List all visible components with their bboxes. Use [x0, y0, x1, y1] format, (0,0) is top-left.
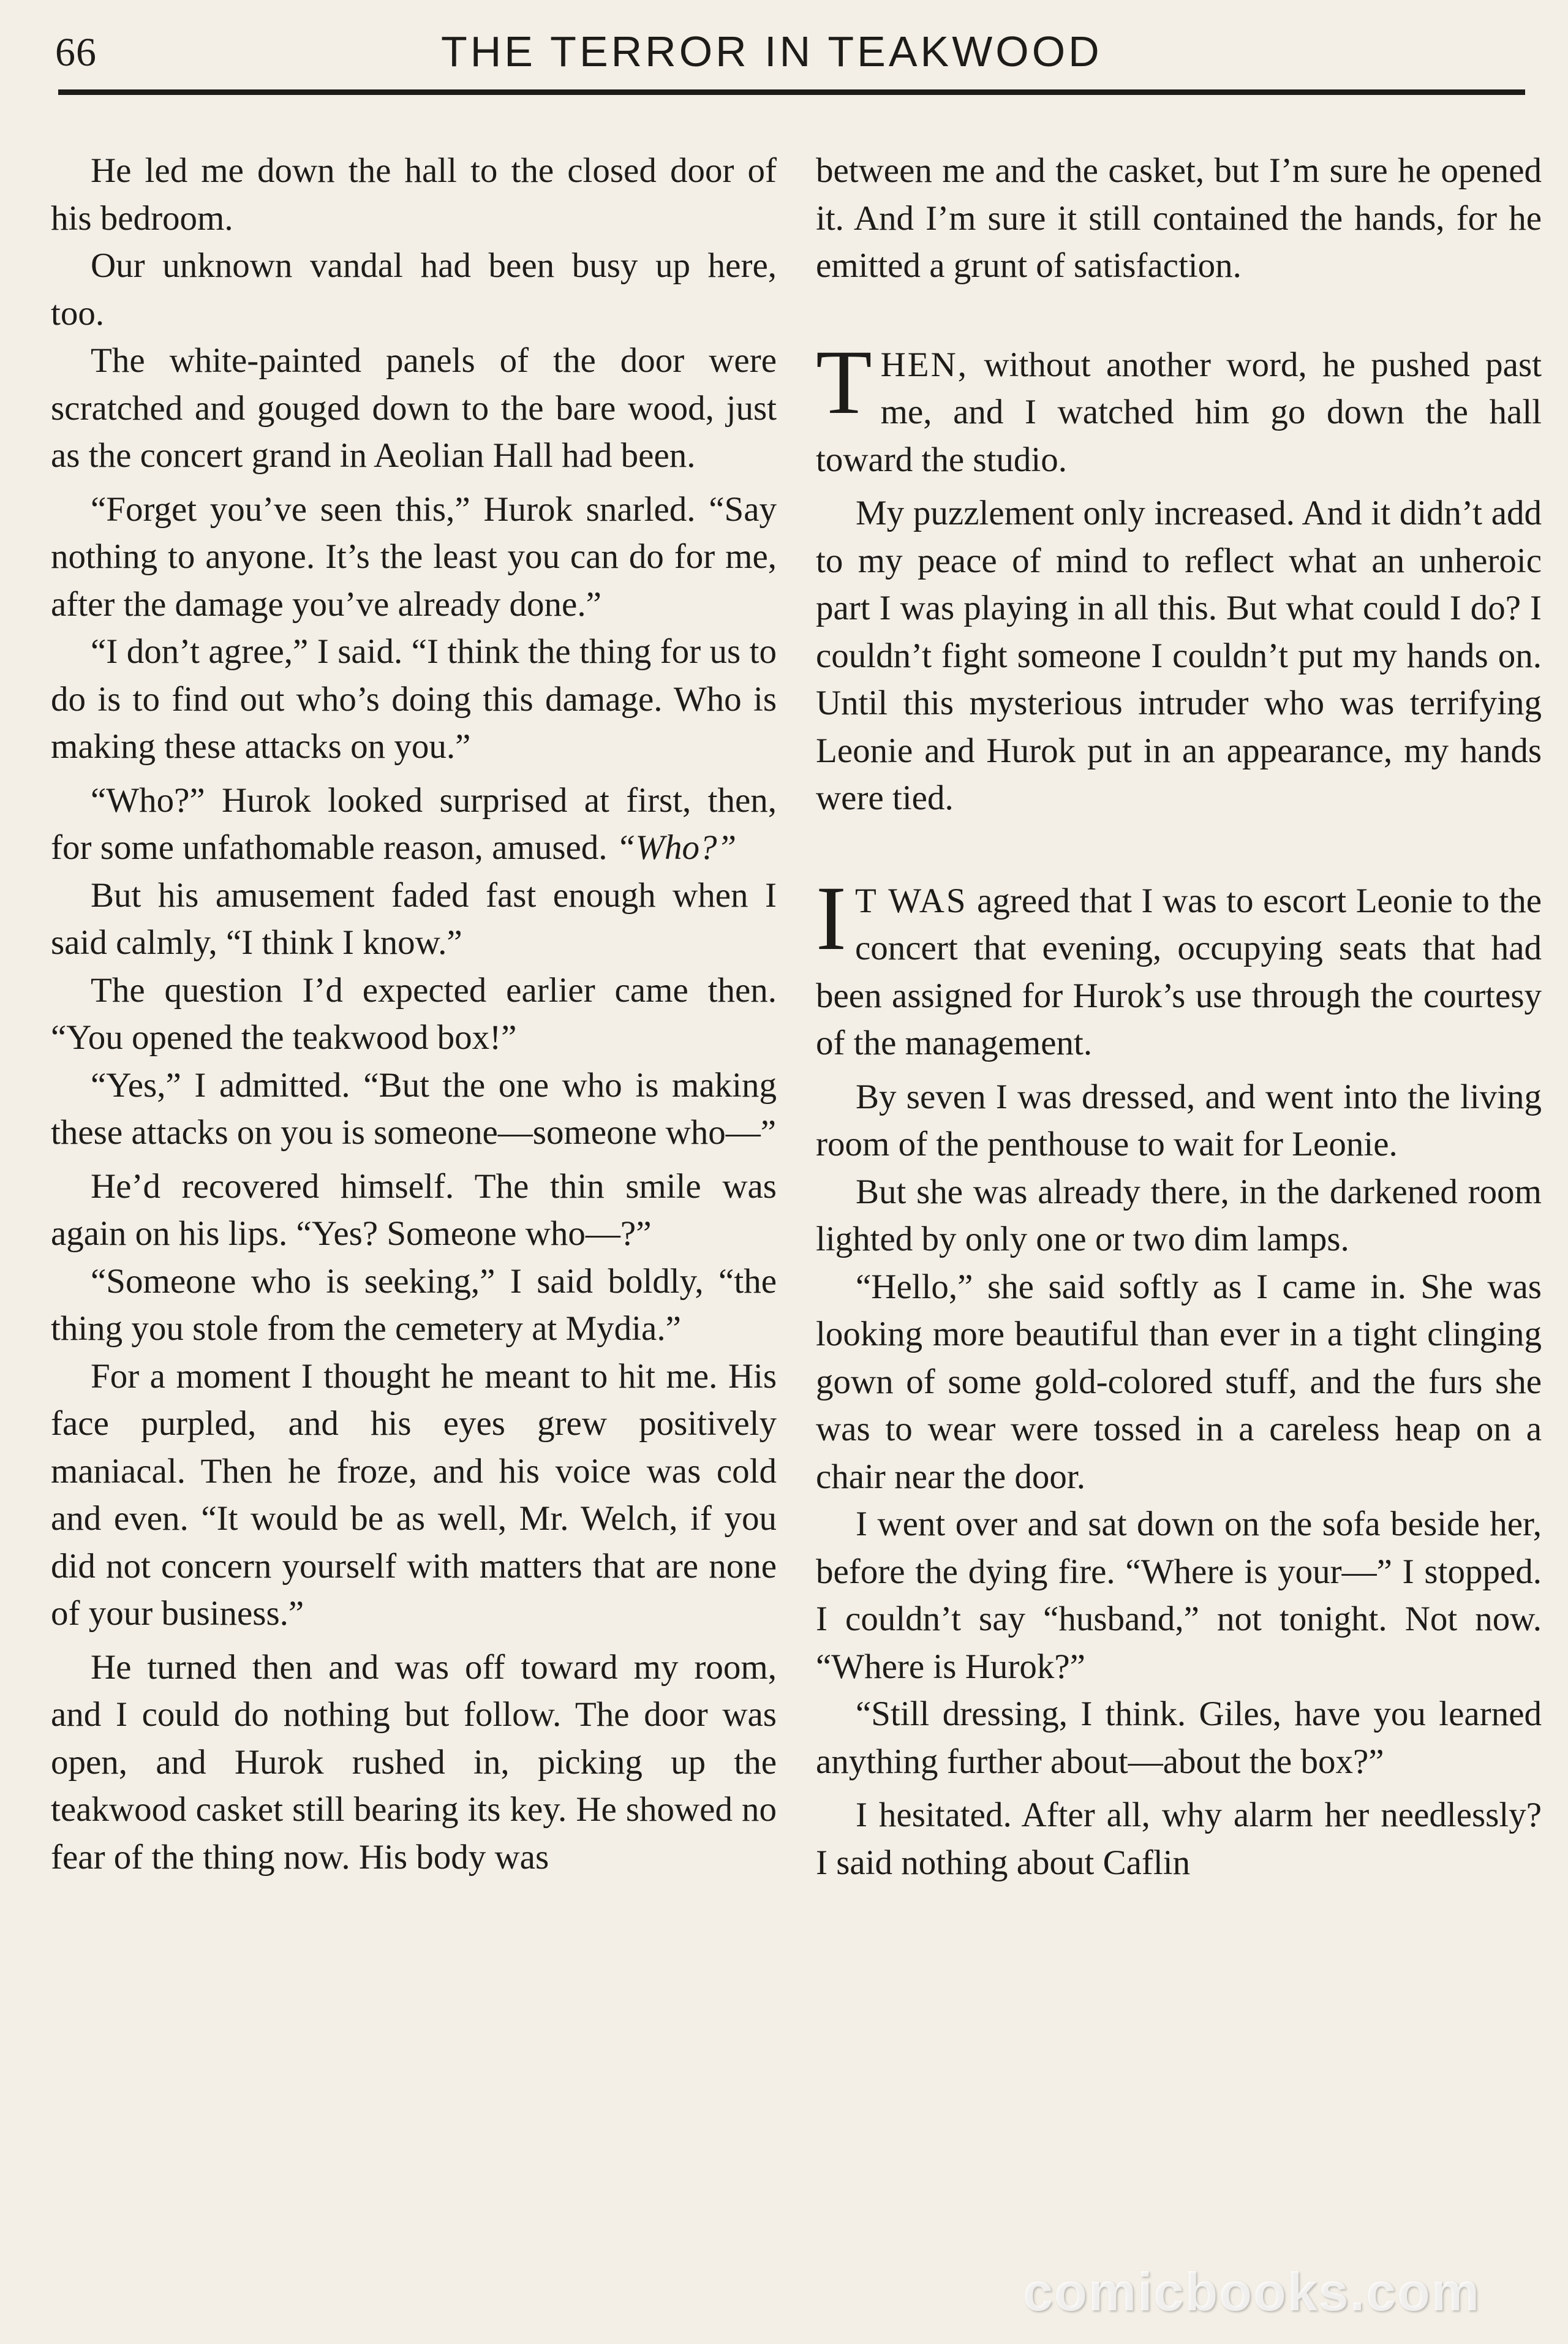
continued-paragraph: between me and the casket, but I’m sure he opened it. And I’m sure it still contained the hands, for he emitted a grunt of satisfaction.: [816, 151, 1542, 285]
paragraph: The white-painted panels of the door were scratched and gouged down to the bare wood, just as the concert grand in Aeolian Hall had been.: [51, 341, 777, 475]
paragraph: My puzzlement only increased. And it didn’t add to my peace of mind to reflect what an unheroic part I was playing in all this. But what could I do? I couldn’t fight someone I couldn’t put my hands on. Until this mysterious intruder who was terrifying Leonie and Hurok put in an appearance, my hands were tied.: [816, 494, 1542, 817]
paragraph: [51, 777, 777, 872]
page-number: 66: [55, 30, 97, 75]
paragraph: “Still dressing, I think. Giles, have you learned anything further about—about the box?”: [816, 1695, 1542, 1781]
small-caps-lead: HEN,: [880, 345, 969, 384]
paragraph: “Yes,” I admitted. “But the one who is making these attacks on you is someone—someone who—”: [51, 1065, 777, 1152]
paragraph: “Someone who is seeking,” I said boldly, “the thing you stole from the cemetery at Mydia.”: [51, 1261, 777, 1348]
paragraph: But she was already there, in the darkened room lighted by only one or two dim lamps.: [816, 1172, 1542, 1258]
paragraph: I went over and sat down on the sofa beside her, before the dying fire. “Where is your—” I stopped. I couldn’t say “husband,” not tonight. Not now. “Where is Hurok?”: [816, 1505, 1542, 1686]
drop-cap: T: [816, 331, 872, 433]
paragraph: For a moment I thought he meant to hit me. His face purpled, and his eyes grew positively maniacal. Then he froze, and his voice was cold and even. “It would be as well, Mr. Welch, if you did not concern yourself with matters that are none of your business.”: [51, 1356, 777, 1633]
left-column: [51, 147, 777, 1881]
paragraph: By seven I was dressed, and went into the living room of the penthouse to wait for Leonie.: [816, 1077, 1542, 1163]
section-opening-paragraph: [816, 331, 1542, 484]
paragraph: But his amusement faded fast enough when I said calmly, “I think I know.”: [51, 875, 777, 962]
paragraph: I hesitated. After all, why alarm her needlessly? I said nothing about Caflin: [816, 1796, 1542, 1882]
paragraph: He led me down the hall to the closed door of his bedroom.: [51, 151, 777, 238]
paragraph: The question I’d expected earlier came then. “You opened the teakwood box!”: [51, 970, 777, 1057]
watermark: comicbooks.com: [1023, 2261, 1480, 2322]
paragraph: “I don’t agree,” I said. “I think the thing for us to do is to find out who’s doing this damage. Who is making these attacks on you.”: [51, 632, 777, 766]
paragraph: He turned then and was off toward my room, and I could do nothing but follow. The door was open, and Hurok rushed in, picking up the teakwood casket still bearing its key. He showed no fear of the thing now. His body was: [51, 1647, 777, 1877]
section-lead-text: without another word, he pushed past me, and I watched him go down the hall toward the studio.: [816, 345, 1542, 479]
paragraph: He’d recovered himself. The thin smile was again on his lips. “Yes? Someone who—?”: [51, 1166, 777, 1253]
paragraph: “Hello,” she said softly as I came in. She was looking more beautiful than ever in a tight clinging gown of some gold-colored stuff, and the furs she was to wear were tossed in a careless heap on a chair near the door.: [816, 1267, 1542, 1496]
small-caps-lead: T WAS: [854, 881, 968, 920]
section-opening-paragraph: [816, 867, 1542, 1067]
paragraph: “Forget you’ve seen this,” Hurok snarled. “Say nothing to anyone. It’s the least you can do for me, after the damage you’ve already done.”: [51, 490, 777, 624]
running-title: THE TERROR IN TEAKWOOD: [441, 28, 1102, 75]
header-rule: [58, 89, 1525, 95]
right-column: [816, 147, 1542, 1886]
page-header: [55, 25, 1519, 86]
section-lead-text: agreed that I was to escort Leonie to the concert that evening, occupying seats that had been assigned for Hurok’s use through the courtesy of the management.: [816, 881, 1542, 1062]
paragraph: Our unknown vandal had been busy up here, too.: [51, 246, 777, 333]
drop-cap: I: [816, 867, 846, 969]
emphasis-who: “Who?”: [616, 828, 737, 867]
paragraph-text: “Who?” Hurok looked surprised at first, then, for some unfathomable reason, amused.: [51, 781, 777, 867]
